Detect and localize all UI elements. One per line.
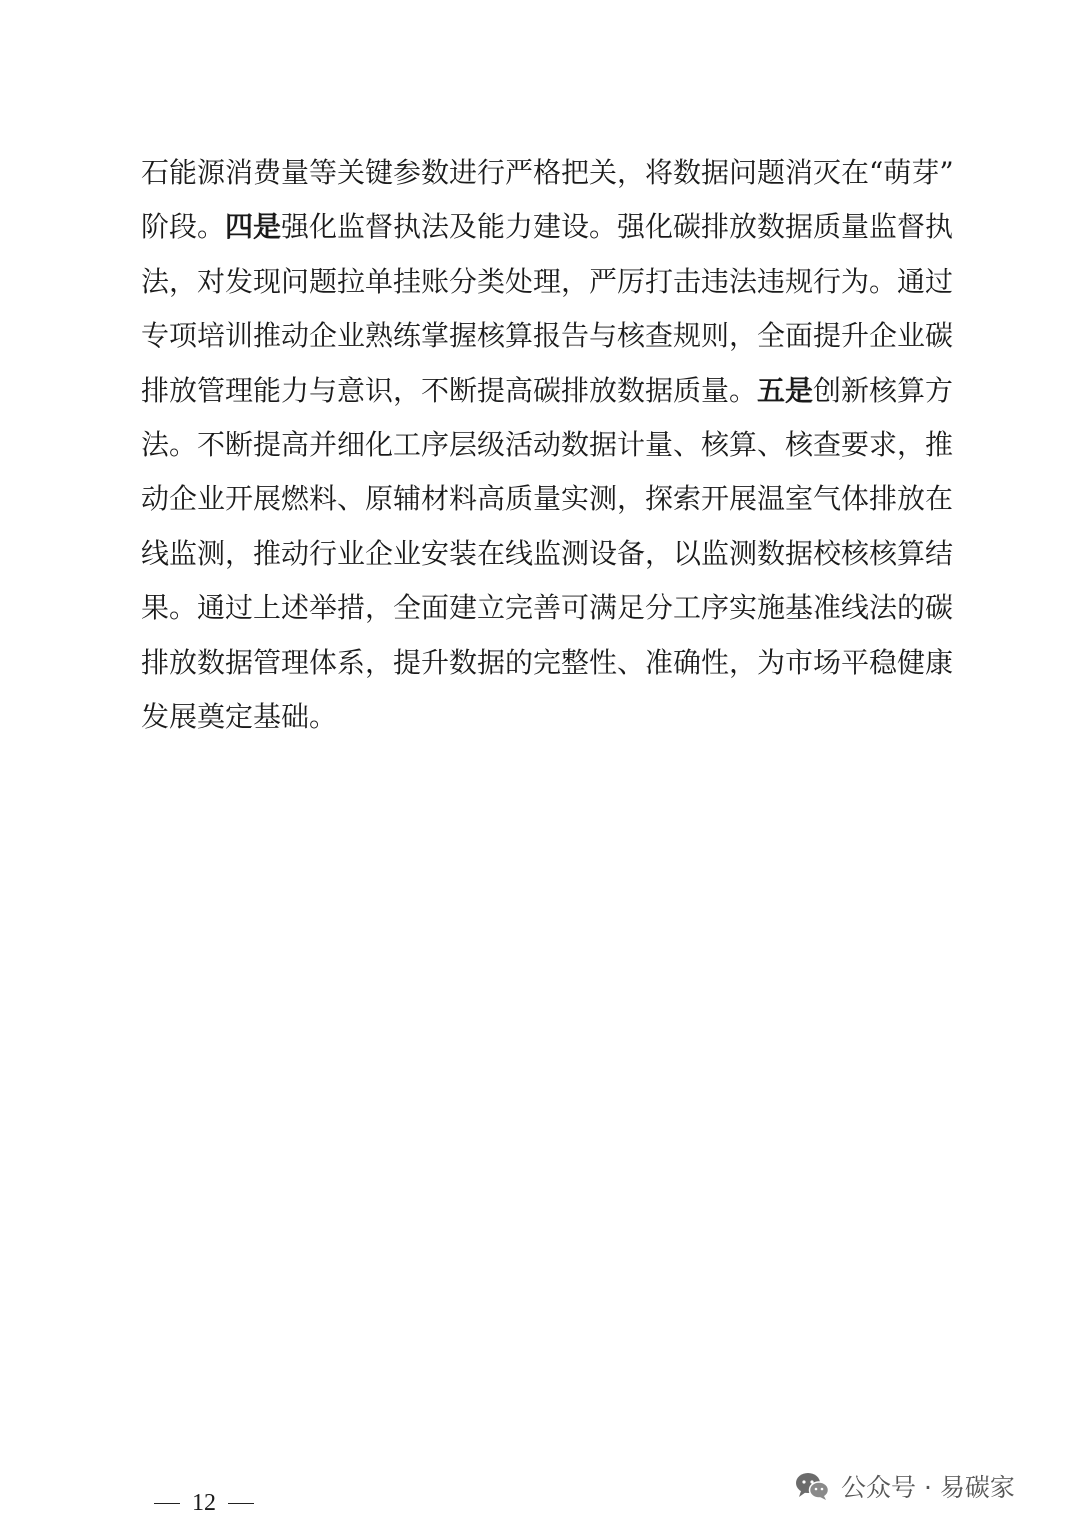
text-line bbox=[141, 200, 954, 254]
text-segment: 排放数据管理体系，提升数据的完整性、准确性，为市场平稳健康 bbox=[141, 645, 954, 679]
text-line bbox=[141, 527, 954, 581]
bold-emphasis: 五是 bbox=[757, 373, 814, 407]
text-segment: 强化监督执法及能力建设。强化碳排放数据质量监督执 bbox=[281, 210, 954, 244]
text-segment: 线监测，推动行业企业安装在线监测设备，以监测数据校核核算结 bbox=[141, 536, 954, 570]
text-segment: 专项培训推动企业熟练掌握核算报告与核查规则，全面提升企业碳 bbox=[141, 319, 954, 353]
text-line bbox=[141, 581, 954, 635]
text-segment: 排放管理能力与意识，不断提高碳排放数据质量。 bbox=[141, 373, 758, 407]
text-line bbox=[141, 690, 941, 744]
page-number bbox=[142, 1487, 266, 1518]
page-number-value: 12 bbox=[192, 1490, 216, 1516]
text-line bbox=[141, 255, 954, 309]
text-segment: 阶段。 bbox=[141, 210, 226, 244]
page-number-right-dash bbox=[228, 1503, 254, 1504]
watermark bbox=[795, 1466, 1015, 1506]
text-line bbox=[141, 146, 954, 200]
text-line bbox=[141, 364, 954, 418]
text-segment: 石能源消费量等关键参数进行严格把关，将数据问题消灭在“萌芽” bbox=[141, 156, 954, 189]
text-segment: 果。通过上述举措，全面建立完善可满足分工序实施基准线法的碳 bbox=[141, 591, 954, 625]
text-segment: 法，对发现问题拉单挂账分类处理，严厉打击违法违规行为。通过 bbox=[141, 264, 954, 298]
text-line bbox=[141, 418, 954, 472]
text-segment: 发展奠定基础。 bbox=[141, 699, 338, 733]
text-segment: 创新核算方 bbox=[813, 373, 954, 407]
text-line bbox=[141, 472, 954, 526]
bold-emphasis: 四是 bbox=[225, 210, 282, 244]
wechat-icon bbox=[795, 1471, 829, 1501]
body-paragraph bbox=[141, 146, 954, 744]
watermark-text: 公众号 · 易碳家 bbox=[841, 1473, 1015, 1502]
text-segment: 动企业开展燃料、原辅材料高质量实测，探索开展温室气体排放在 bbox=[141, 482, 954, 516]
page-number-left-dash bbox=[154, 1503, 180, 1504]
text-line bbox=[141, 636, 954, 690]
text-segment: 法。不断提高并细化工序层级活动数据计量、核算、核查要求，推 bbox=[141, 427, 954, 461]
text-line bbox=[141, 309, 954, 363]
